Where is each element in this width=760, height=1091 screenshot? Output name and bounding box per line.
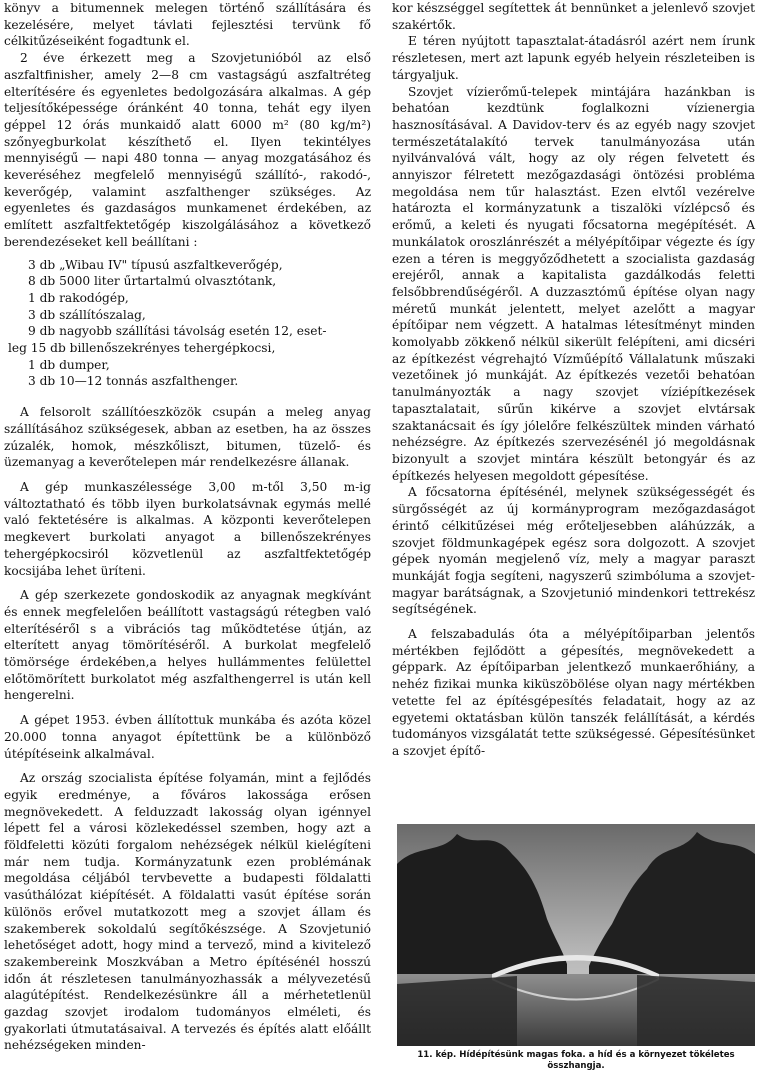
figure-caption: 11. kép. Hídépítésünk magas foka. a híd és a környezet tökéletes összhangja.: [417, 1050, 735, 1071]
paragraph: A főcsatorna építésénél, melynek szükségességét és sürgősségét az új kormányprogram mezőgazdaságot érintő célkitűzései még erőteljesebben aláhúzzák, a szovjet földmunkagépek egész sora dolgozott. A szovjet gépek nyomán megjelenő víz, mely a magyar paraszt munkáját fogja segíteni, nagyszerű szimbóluma a szovjet-magyar barátságnak, a Szovjetunió mindenkori tettrekész segítségének.: [392, 485, 755, 617]
list-item: 8 db 5000 liter űrtartalmú olvasztótank,: [28, 274, 277, 289]
paragraph: A gépet 1953. évben állítottuk munkába és azóta közel 20.000 tonna anyagot építettünk be a különböző útépítéseink alkalmával.: [4, 713, 371, 761]
paragraph: E téren nyújtott tapasztalat-átadásról azért nem írunk részletesen, mert azt lapunk egyéb helyein részleteiben is tárgyaljuk.: [392, 34, 755, 82]
left-column: [4, 0, 371, 1054]
list-item: 3 db 10—12 tonnás aszfalthenger.: [28, 374, 239, 389]
list-item: 9 db nagyobb szállítási távolság esetén 12, eset-: [28, 324, 327, 339]
list-item: 3 db „Wibau IV" típusú aszfaltkeverőgép,: [28, 257, 283, 272]
paragraph: A gép munkaszélessége 3,00 m-től 3,50 m-ig változtatható és több ilyen burkolatsávnak egymás mellé való fektetésére is alkalmas. A központi keverőtelepen megkevert burkolati anyagot a billenőszekrényes tehergépkocsiról közvetlenül az aszfaltfektetőgép kocsijába lehet üríteni.: [4, 479, 371, 578]
paragraph: Az ország szocialista építése folyamán, mint a fejlődés egyik eredménye, a főváros lakossága erősen megnövekedett. A felduzzadt lakosság olyan igénnyel lépett fel a városi közlekedéssel szemben, hogy azt a földfeletti közúti forgalom nehézségek nélkül kielégíteni már nem tudja. Kormányzatunk ezen problémának megoldása céljából tervbevette a budapesti földalatti vasúthálózat kiépítését. A földalatti vasút építése során különös erővel mutatkozott meg a szovjet állam és szakemberek sokoldalú segítőkészsége. A Szovjetunió lehetőséget adott, hogy mind a tervező, mind a kivitelező szakembereink Moszkvában a Metro építésénél hosszú időn át részletesen tanulmányozhassák a mélyvezetésű alagútépítést. Rendelkezésünkre áll a mérhetetlenül gazdag szovjet irodalom tudományos elméleti, és gyakorlati útmutatásaival. A tervezés és építés alatt előállt nehézségeken minden-: [4, 771, 371, 1053]
paragraph: kor készséggel segítettek át bennünket a jelenlevő szovjet szakértők.: [392, 1, 755, 32]
right-bank: [637, 975, 755, 1046]
paragraph: A felszabadulás óta a mélyépítőiparban jelentős mértékben fejlődött a gépesítés, megnövekedett a géppark. Az építőiparban jelentkező munkaerőhiány, a nehéz fizikai munka kiküszöbölése olyan nagy mértékben vetette fel az építésgépesítés feladatait, hogy az az egyetemi oktatásban külön tanszék felállítását, a kérdés tudományos vizsgálatát tette szükségessé. Gépesítésünket a szovjet építő-: [392, 627, 755, 758]
list-item: 1 db rakodógép,: [28, 290, 129, 305]
bridge-photo-image: [397, 824, 755, 1046]
paragraph: 2 éve érkezett meg a Szovjetunióból az első aszfaltfinisher, amely 2—8 cm vastagságú aszfaltréteg elterítésére és egyenletes bedolgozására alkalmas. A gép teljesítőképessége óránként 40 tonna, tehát egy ilyen géppel 12 órás munkaidő alatt 6000 m² (80 kg/m²) szőnyegburkolat készíthető el. Ilyen tekintélyes mennyiségű — napi 480 tonna — anyag mozgatásához és keveréséhez megfelelő mennyiségű szállító-, rakodó-, keverőgép, valamint aszfalthenger szükséges. Az egyenletes és gazdaságos munkamenet érdekében, az említett aszfaltfektetőgép kiszolgálásához a következő berendezéseket kell beállítani :: [4, 51, 371, 249]
list-item: leg 15 db billenőszekrényes tehergépkocsi,: [8, 341, 276, 356]
equipment-list: [4, 257, 371, 391]
paragraph: Szovjet vízierőmű-telepek mintájára hazánkban is behatóan kezdtünk foglalkozni vízienergia hasznosításával. A Davidov-terv és az egyéb nagy szovjet természetátalakító tervek tanulmányozása után nyilvánvalóvá vált, hogy az oly régen felvetett és annyiszor félretett mezőgazdasági öntözési probléma megoldása nem tűr halasztást. Ezen elvtől vezérelve határozta el kormányzatunk a tiszalöki vízlépcső és erőmű, a keleti és nyugati főcsatorna megépítését. A munkálatok oroszlánrészét a mélyépítőipar végezte és így ezen a téren is meggyőződhetett a szocialista gazdaság erejéről, annak a kapitalista gazdálkodás feletti felsőbbrendűségéről. A duzzasztómű építése olyan nagy méretű munkát jelentett, melyet azelőtt a magyar építőipar nem végzett. A hatalmas létesítményt minden komolyabb zökkenő nélkül sikerült felépíteni, ami dicséri az építkezést végrehajtó Vízműépítő Vállalatunk műszaki vezetőinek jó munkáját. Az építkezés vezetői behatóan tanulmányozták a nagy szovjet víziépítkezések tapasztalatait, sűrűn kikérve a szovjet elvtársak szaktanácsait és így jólelőre felkészültek minden várható nehézségre. Az építkezés szervezésénél jó megoldásnak bizonyult a szovjet mintára készült betongyár és az építkezés helyesen megoldott gépesítése.: [392, 84, 755, 483]
paragraph: A gép szerkezete gondoskodik az anyagnak megkívánt és ennek megfelelően beállított vastagságú rétegben való elterítéséről s a vibrációs tag működtetése útján, az elterített anyag tömörítéséről. A burkolat megfelelő tömörsége érdekében,a helyes hullámmentes felülettel előtömörített burkolatot még aszfalthengerrel is után kell hengerelni.: [4, 588, 371, 703]
left-bank: [397, 976, 517, 1046]
right-column: [392, 0, 755, 760]
list-item: 1 db dumper,: [28, 357, 110, 372]
paragraph: A felsorolt szállítóeszközök csupán a meleg anyag szállításához szükségesek, abban az esetben, ha az összes zúzalék, homok, mészkőliszt, bitumen, tüzelő- és üzemanyag a keverőtelepen már rendelkezésre állanak.: [4, 405, 371, 470]
bridge-photo: [397, 824, 755, 1046]
paragraph: könyv a bitumennek melegen történő szállítására és kezelésére, melyet távlati fejlesztési tervünk fő célkitűzéseiként fogadtunk el.: [4, 1, 371, 49]
list-item: 3 db szállítószalag,: [28, 307, 146, 322]
